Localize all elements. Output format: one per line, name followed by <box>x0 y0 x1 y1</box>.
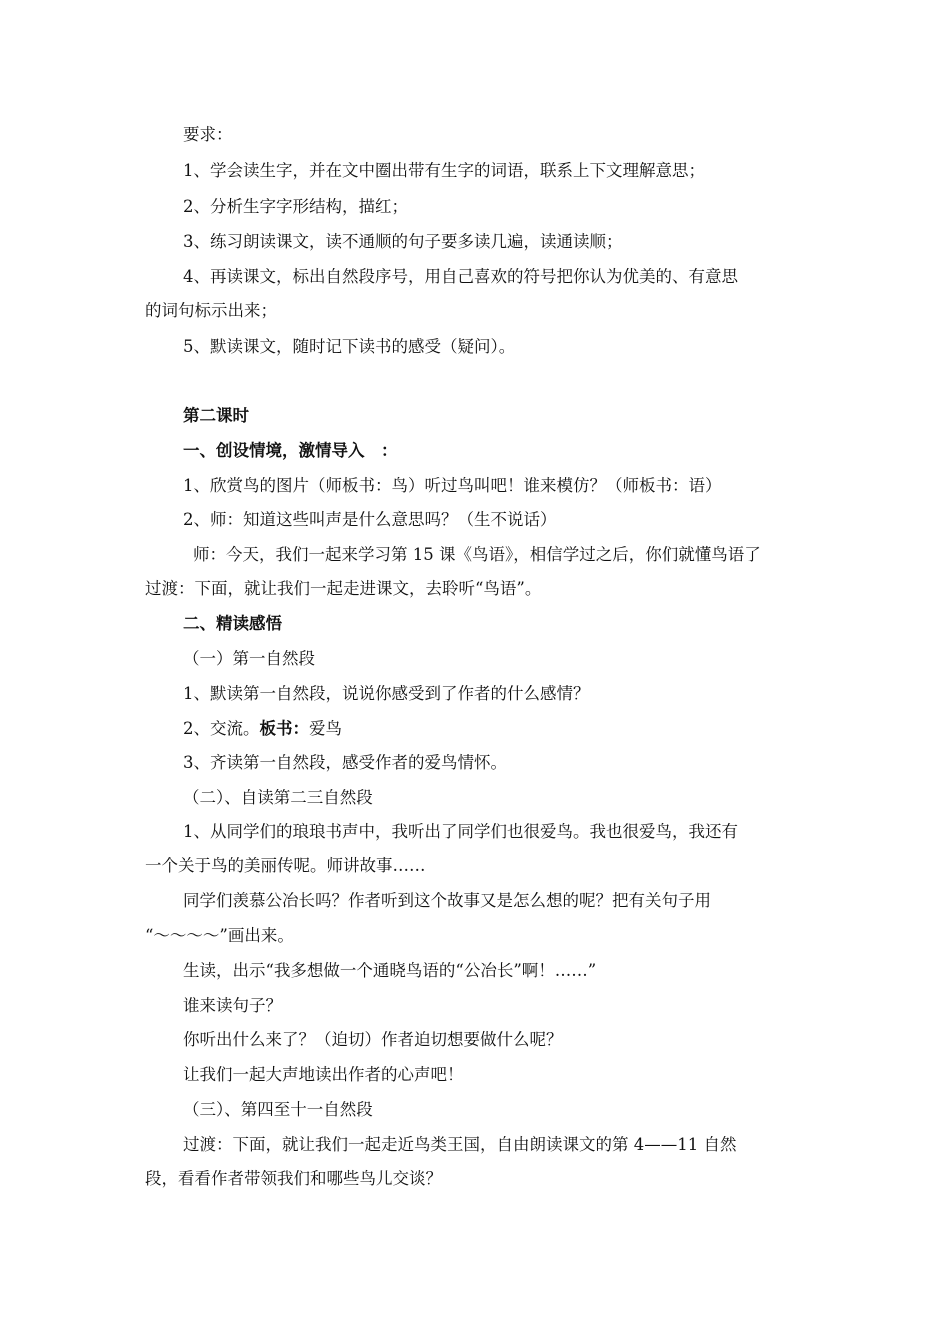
requirement-1: 1、学会读生字，并在文中圈出带有生字的词语，联系上下文理解意思； <box>183 161 705 180</box>
part-1-item-2 <box>183 718 342 740</box>
part-1-item-3: 3、齐读第一自然段，感受作者的爱鸟情怀。 <box>183 753 507 772</box>
part-2-read-aloud: 让我们一起大声地读出作者的心声吧！ <box>183 1065 464 1084</box>
requirement-5: 5、默读课文，随时记下读书的感受（疑问）。 <box>183 337 516 356</box>
part-1-item-2-text: 2、交流。 <box>183 719 260 738</box>
lesson-2-title: 第二课时 <box>183 406 249 425</box>
part-3-transition-line1: 过渡：下面，就让我们一起走近鸟类王国，自由朗读课文的第 4——11 自然 <box>183 1135 737 1154</box>
part-1-title: （一）第一自然段 <box>183 649 315 668</box>
part-2-title: （二）、自读第二三自然段 <box>183 788 373 807</box>
part-2-question-line2: “～～～～”画出来。 <box>145 926 294 945</box>
part-1-item-1: 1、默读第一自然段，说说你感受到了作者的什么感情？ <box>183 684 590 703</box>
part-2-item-1-line2: 一个关于鸟的美丽传呢。师讲故事…… <box>145 856 426 875</box>
section-1-teacher-line: 师：今天，我们一起来学习第 15 课《鸟语》，相信学过之后，你们就懂鸟语了 <box>193 545 761 564</box>
requirement-2: 2、分析生字字形结构，描红； <box>183 197 408 216</box>
requirement-3: 3、练习朗读课文，读不通顺的句子要多读几遍，读通读顺； <box>183 232 623 251</box>
part-2-student-reads: 生读，出示“我多想做一个通晓鸟语的“公冶长”啊！……” <box>183 961 597 980</box>
section-1-transition: 过渡：下面，就让我们一起走进课文，去聆听“鸟语”。 <box>145 579 542 598</box>
part-2-what-heard: 你听出什么来了？（迫切）作者迫切想要做什么呢？ <box>183 1030 563 1049</box>
part-2-item-1-line1: 1、从同学们的琅琅书声中，我听出了同学们也很爱鸟。我也很爱鸟，我还有 <box>183 822 738 841</box>
part-2-who-reads: 谁来读句子？ <box>183 996 282 1015</box>
part-3-transition-line2: 段，看看作者带领我们和哪些鸟儿交谈？ <box>145 1169 442 1188</box>
section-2-title: 二、精读感悟 <box>183 614 282 633</box>
requirement-4-line2: 的词句标示出来； <box>145 301 277 320</box>
part-2-question-line1: 同学们羡慕公冶长吗？作者听到这个故事又是怎么想的呢？把有关句子用 <box>183 891 711 910</box>
section-1-item-1: 1、欣赏鸟的图片（师板书：鸟）听过鸟叫吧！谁来模仿？（师板书：语） <box>183 476 722 495</box>
requirement-4-line1: 4、再读课文，标出自然段序号，用自己喜欢的符号把你认为优美的、有意思 <box>183 267 738 286</box>
part-3-title: （三）、第四至十一自然段 <box>183 1100 373 1119</box>
board-label: 板书： <box>259 719 309 738</box>
requirements-title: 要求： <box>183 125 233 144</box>
board-content: 爱鸟 <box>309 719 342 738</box>
section-1-title: 一、创设情境，激情导入 ： <box>183 441 398 460</box>
section-1-item-2: 2、师：知道这些叫声是什么意思吗？（生不说话） <box>183 510 557 529</box>
